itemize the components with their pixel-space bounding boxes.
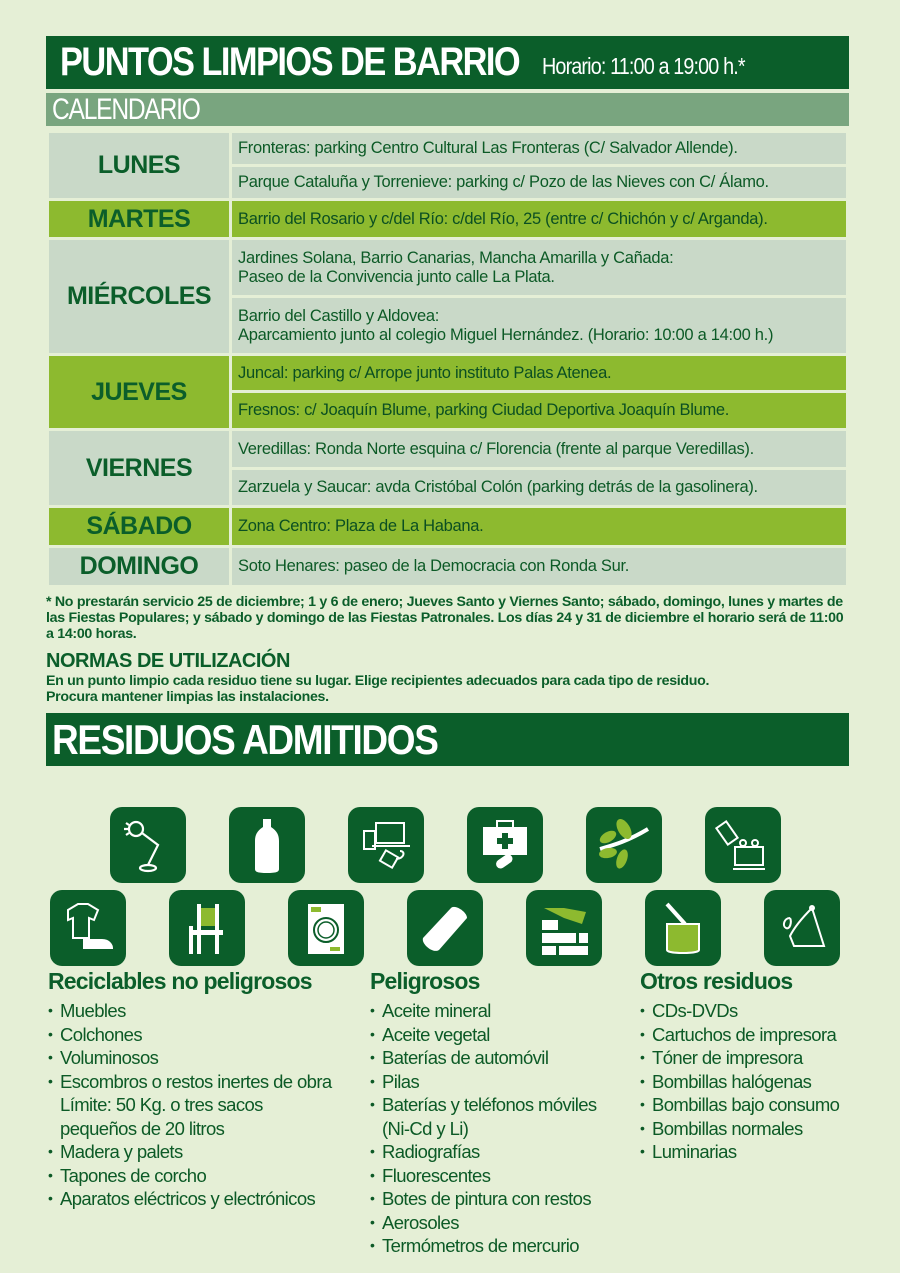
list-item-label: Baterías y teléfonos móviles — [382, 1094, 597, 1115]
mattress-icon — [407, 890, 483, 966]
list-item: • Fluorescentes — [370, 1164, 597, 1188]
location-line: Barrio del Castillo y Aldovea: — [238, 306, 440, 325]
column-non-hazardous — [48, 968, 332, 1211]
location-line: Jardines Solana, Barrio Canarias, Mancha Amarilla y Cañada: — [238, 248, 674, 267]
list-item: • Bombillas normales — [640, 1117, 839, 1141]
calendar-heading — [46, 93, 849, 126]
column-title: Peligrosos — [370, 968, 480, 994]
list-item: • Bombillas bajo consumo — [640, 1093, 839, 1117]
column-title: Otros residuos — [640, 968, 793, 994]
list-item: • Botes de pintura con restos — [370, 1187, 597, 1211]
list-item: • Bombillas halógenas — [640, 1070, 839, 1094]
day-miercoles: MIÉRCOLES — [48, 239, 231, 355]
list-item: • Tapones de corcho — [48, 1164, 332, 1188]
list-item: • Tóner de impresora — [640, 1046, 839, 1070]
location: Fresnos: c/ Joaquín Blume, parking Ciudad Deportiva Joaquín Blume. — [231, 392, 848, 430]
opening-hours: Horario: 11:00 a 19:00 h.* — [541, 53, 745, 79]
schedule-table — [46, 130, 849, 588]
paint-bucket-icon — [645, 890, 721, 966]
list-item: • Muebles — [48, 999, 332, 1023]
location: Barrio del Rosario y c/del Río: c/del Río, 25 (entre c/ Chichón y c/ Arganda). — [231, 200, 848, 239]
table-row — [48, 507, 848, 547]
location: Zarzuela y Saucar: avda Cristóbal Colón (parking detrás de la gasolinera). — [231, 469, 848, 507]
table-row — [48, 132, 848, 166]
list-item: • CDs-DVDs — [640, 999, 839, 1023]
list-item: • Aceite mineral — [370, 999, 597, 1023]
table-row — [48, 547, 848, 587]
chair-icon — [169, 890, 245, 966]
day-martes: MARTES — [48, 200, 231, 239]
title-bar — [46, 36, 849, 89]
residues-title-bar — [46, 713, 849, 766]
table-row — [48, 430, 848, 469]
medicine-kit-icon — [467, 807, 543, 883]
page — [46, 36, 849, 766]
list-item: • Voluminosos — [48, 1046, 332, 1070]
page-title: PUNTOS LIMPIOS DE BARRIO — [60, 40, 520, 84]
list-item-note: pequeños de 20 litros — [60, 1117, 225, 1139]
list-item: • Baterías de automóvil — [370, 1046, 597, 1070]
oil-can-icon — [764, 890, 840, 966]
column-title: Reciclables no peligrosos — [48, 968, 312, 994]
list-item: • Aerosoles — [370, 1211, 597, 1235]
electronics-icon — [348, 807, 424, 883]
location: Fronteras: parking Centro Cultural Las Fronteras (C/ Salvador Allende). — [231, 132, 848, 166]
location: Veredillas: Ronda Norte esquina c/ Florencia (frente al parque Veredillas). — [231, 430, 848, 469]
list-item-note: (Ni-Cd y Li) — [382, 1117, 469, 1139]
residues-title: RESIDUOS ADMITIDOS — [52, 715, 438, 763]
bricks-icon — [526, 890, 602, 966]
location-line: Aparcamiento junto al colegio Miguel Hernández. (Horario: 10:00 a 14:00 h.) — [238, 325, 774, 344]
day-sabado: SÁBADO — [48, 507, 231, 547]
column-other — [640, 968, 839, 1164]
column-hazardous — [370, 968, 597, 1258]
norms-line-1: En un punto limpio cada residuo tiene su lugar. Elige recipientes adecuados para cada tipo de residuo. — [46, 673, 710, 689]
norms-title: NORMAS DE UTILIZACIÓN — [46, 650, 290, 672]
calendar-title: CALENDARIO — [52, 93, 200, 126]
footnote: * No prestarán servicio 25 de diciembre; 1 y 6 de enero; Jueves Santo y Viernes Santo; sábado, domingo, lunes y martes de las Fiestas Populares; y sábado y domingo de las Fiestas Patronales. Los días 24 y 31 de diciembre el horario será de 11:00 a 14:00 horas. — [46, 594, 844, 642]
location: Juncal: parking c/ Arrope junto instituto Palas Atenea. — [231, 355, 848, 392]
list-item: • Pilas — [370, 1070, 597, 1094]
location: Soto Henares: paseo de la Democracia con Ronda Sur. — [231, 547, 848, 587]
list-item: • Cartuchos de impresora — [640, 1023, 839, 1047]
lamp-icon — [110, 807, 186, 883]
icon-row-2 — [50, 890, 883, 966]
day-domingo: DOMINGO — [48, 547, 231, 587]
day-lunes: LUNES — [48, 132, 231, 200]
clothes-shoe-icon — [50, 890, 126, 966]
location-line: Paseo de la Convivencia junto calle La Plata. — [238, 267, 555, 286]
day-viernes: VIERNES — [48, 430, 231, 507]
list-item: • Aceite vegetal — [370, 1023, 597, 1047]
day-jueves: JUEVES — [48, 355, 231, 430]
list-item: • Colchones — [48, 1023, 332, 1047]
location — [231, 239, 848, 297]
list-item-label: Escombros o restos inertes de obra — [60, 1070, 332, 1092]
table-row — [48, 200, 848, 239]
location — [231, 297, 848, 355]
list-item-note: Límite: 50 Kg. o tres sacos — [60, 1094, 263, 1115]
washing-machine-icon — [288, 890, 364, 966]
norms-line-2: Procura mantener limpias las instalaciones. — [46, 689, 329, 705]
icon-row-1 — [110, 807, 824, 883]
battery-icon — [705, 807, 781, 883]
list-item: • Termómetros de mercurio — [370, 1234, 597, 1258]
list-item: • Madera y palets — [48, 1140, 332, 1164]
list-item: • Luminarias — [640, 1140, 839, 1164]
list-item — [370, 1093, 597, 1140]
list-item: • Aparatos eléctricos y electrónicos — [48, 1187, 332, 1211]
table-row — [48, 239, 848, 297]
bottle-icon — [229, 807, 305, 883]
location: Parque Cataluña y Torrenieve: parking c/ Pozo de las Nieves con C/ Álamo. — [231, 166, 848, 200]
list-item — [48, 1070, 332, 1141]
table-row — [48, 355, 848, 392]
location: Zona Centro: Plaza de La Habana. — [231, 507, 848, 547]
list-item: • Radiografías — [370, 1140, 597, 1164]
branch-icon — [586, 807, 662, 883]
